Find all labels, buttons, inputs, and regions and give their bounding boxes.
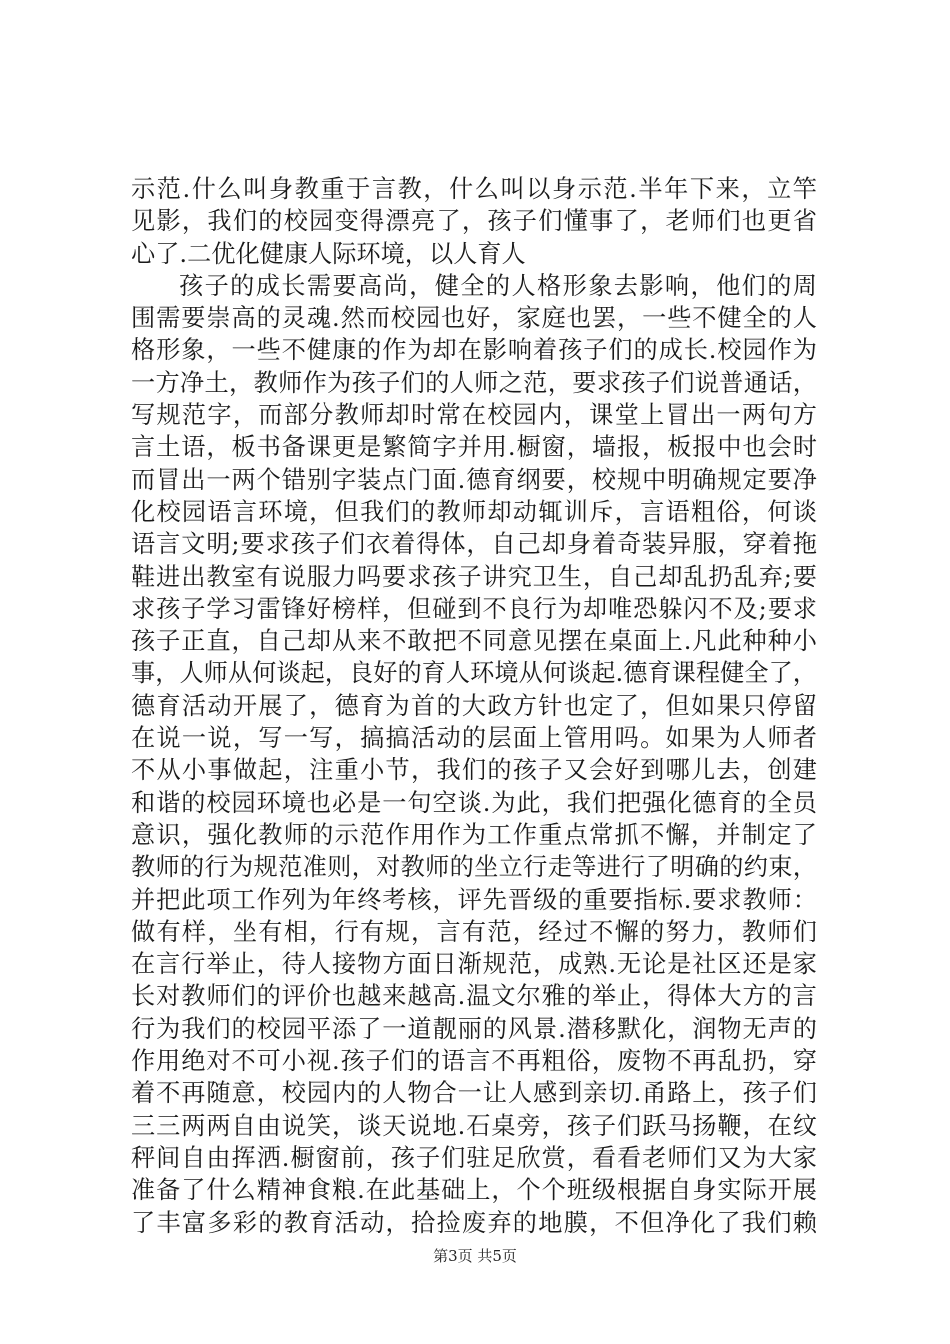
text-line: 作用绝对不可小视.孩子们的语言不再粗俗，废物不再乱扔，穿 <box>131 1047 817 1076</box>
text-line: 一方净土，教师作为孩子们的人师之范，要求孩子们说普通话， <box>131 368 817 397</box>
text-line: 并把此项工作列为年终考核，评先晋级的重要指标.要求教师： <box>131 885 817 914</box>
text-line: 做有样，坐有相，行有规，言有范，经过不懈的努力，教师们 <box>131 917 817 946</box>
body-text <box>131 173 817 1239</box>
text-line: 了丰富多彩的教育活动，拾捡废弃的地膜，不但净化了我们赖 <box>131 1208 817 1237</box>
text-line: 在说一说，写一写，搞搞活动的层面上管用吗。如果为人师者 <box>131 724 817 753</box>
text-line: 和谐的校园环境也必是一句空谈.为此，我们把强化德育的全员 <box>131 788 817 817</box>
text-line: 围需要崇高的灵魂.然而校园也好，家庭也罢，一些不健全的人 <box>131 304 817 333</box>
text-line: 格形象，一些不健康的作为却在影响着孩子们的成长.校园作为 <box>131 336 817 365</box>
text-line: 化校园语言环境，但我们的教师却动辄训斥，言语粗俗，何谈 <box>131 497 817 526</box>
text-line: 准备了什么精神食粮.在此基础上，个个班级根据自身实际开展 <box>131 1176 817 1205</box>
text-line: 着不再随意，校园内的人物合一让人感到亲切.甬路上，孩子们 <box>131 1079 817 1108</box>
text-line-indented: 孩子的成长需要高尚，健全的人格形象去影响，他们的周 <box>179 271 817 300</box>
text-line: 教师的行为规范准则，对教师的坐立行走等进行了明确的约束， <box>131 853 817 882</box>
text-line: 行为我们的校园平添了一道靓丽的风景.潜移默化，润物无声的 <box>131 1014 817 1043</box>
text-line: 意识，强化教师的示范作用作为工作重点常抓不懈，并制定了 <box>131 820 817 849</box>
text-line: 心了.二优化健康人际环境，以人育人 <box>131 239 526 268</box>
text-line: 写规范字，而部分教师却时常在校园内，课堂上冒出一两句方 <box>131 401 817 430</box>
text-line: 鞋进出教室有说服力吗要求孩子讲究卫生，自己却乱扔乱弃;要 <box>131 562 817 591</box>
text-line: 而冒出一两个错别字装点门面.德育纲要，校规中明确规定要净 <box>131 465 817 494</box>
text-line: 求孩子学习雷锋好榜样，但碰到不良行为却唯恐躲闪不及;要求 <box>131 594 817 623</box>
text-line: 见影，我们的校园变得漂亮了，孩子们懂事了，老师们也更省 <box>131 207 817 236</box>
text-line: 不从小事做起，注重小节，我们的孩子又会好到哪儿去，创建 <box>131 756 817 785</box>
text-line: 德育活动开展了，德育为首的大政方针也定了，但如果只停留 <box>131 691 817 720</box>
text-line: 事，人师从何谈起，良好的育人环境从何谈起.德育课程健全了， <box>131 659 817 688</box>
text-line: 三三两两自由说笑，谈天说地.石桌旁，孩子们跃马扬鞭，在纹 <box>131 1111 817 1140</box>
text-line: 在言行举止，待人接物方面日渐规范，成熟.无论是社区还是家 <box>131 950 817 979</box>
text-line: 长对教师们的评价也越来越高.温文尔雅的举止，得体大方的言 <box>131 982 817 1011</box>
text-line: 孩子正直，自己却从来不敢把不同意见摆在桌面上.凡此种种小 <box>131 627 817 656</box>
text-line: 秤间自由挥洒.橱窗前，孩子们驻足欣赏，看看老师们又为大家 <box>131 1143 817 1172</box>
page-footer <box>0 1245 950 1266</box>
page-number-label: 第3页 共5页 <box>433 1247 517 1265</box>
text-line: 语言文明;要求孩子们衣着得体，自己却身着奇装异服，穿着拖 <box>131 530 817 559</box>
text-line: 言土语，板书备课更是繁简字并用.橱窗，墙报，板报中也会时 <box>131 433 817 462</box>
text-line: 示范.什么叫身教重于言教，什么叫以身示范.半年下来，立竿 <box>131 175 817 203</box>
